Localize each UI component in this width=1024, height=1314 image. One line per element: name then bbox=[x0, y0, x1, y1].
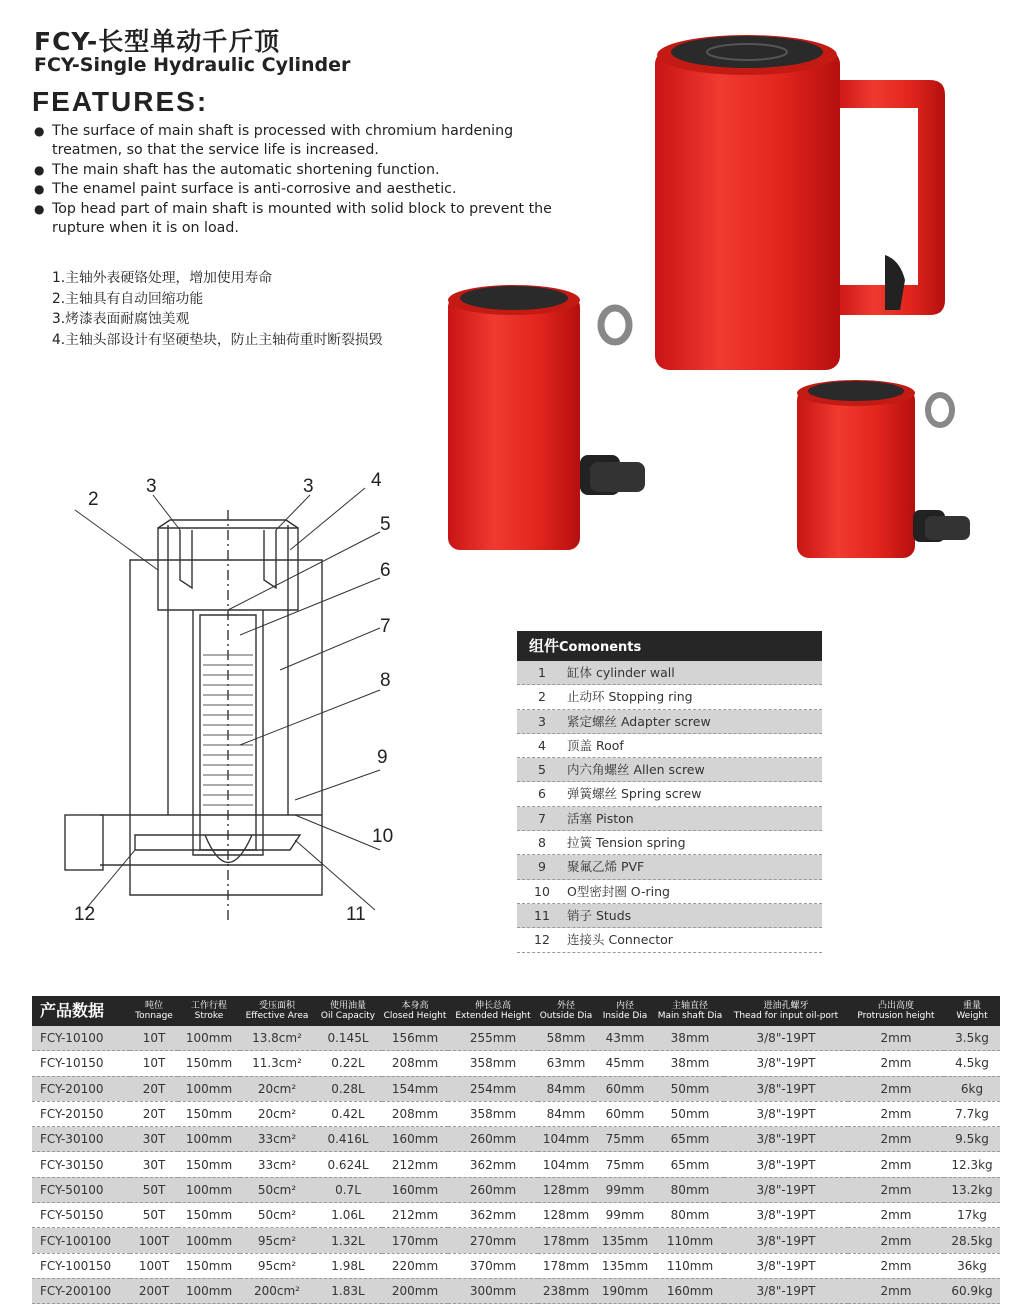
table-cell: 45mm bbox=[594, 1051, 656, 1076]
component-num: 7 bbox=[538, 810, 546, 826]
component-label: 紧定螺丝 Adapter screw bbox=[567, 713, 711, 729]
table-cell: 170mm bbox=[382, 1228, 448, 1253]
table-cell: 156mm bbox=[382, 1026, 448, 1051]
model-cell: FCY-10100 bbox=[32, 1026, 130, 1051]
features-cn-list bbox=[52, 268, 383, 350]
components-heading-cn: 组件 bbox=[529, 637, 560, 655]
table-cell: 104mm bbox=[538, 1152, 594, 1177]
table-cell: 7.7kg bbox=[944, 1101, 1000, 1126]
feature-item: ● The enamel paint surface is anti-corrosive and aesthetic. bbox=[34, 180, 554, 199]
table-cell: 30T bbox=[130, 1152, 178, 1177]
table-cell: 75mm bbox=[594, 1127, 656, 1152]
diagram-label-4: 4 bbox=[371, 470, 382, 491]
table-cell: 238mm bbox=[538, 1278, 594, 1303]
table-row bbox=[32, 1127, 1000, 1152]
product-photos bbox=[430, 10, 1020, 570]
component-label: 连接头 Connector bbox=[567, 932, 673, 948]
table-cell: 100mm bbox=[178, 1127, 240, 1152]
table-cell: 1.83L bbox=[314, 1278, 382, 1303]
table-cell: 50T bbox=[130, 1177, 178, 1202]
table-cell: 84mm bbox=[538, 1076, 594, 1101]
table-cell: 370mm bbox=[448, 1253, 538, 1278]
component-row bbox=[517, 807, 822, 831]
table-cell: 135mm bbox=[594, 1228, 656, 1253]
component-row bbox=[517, 710, 822, 734]
table-cell: 1.06L bbox=[314, 1203, 382, 1228]
component-num: 10 bbox=[534, 883, 550, 899]
table-cell: 50T bbox=[130, 1203, 178, 1228]
component-label: 顶盖 Roof bbox=[567, 737, 624, 753]
table-cell: 254mm bbox=[448, 1076, 538, 1101]
table-cell: 128mm bbox=[538, 1177, 594, 1202]
table-cell: 11.3cm² bbox=[240, 1051, 314, 1076]
title-cn: FCY-长型单动千斤顶 bbox=[34, 27, 281, 56]
table-cell: 128mm bbox=[538, 1203, 594, 1228]
table-cell: 260mm bbox=[448, 1177, 538, 1202]
table-row bbox=[32, 1278, 1000, 1303]
component-num: 4 bbox=[538, 737, 546, 753]
model-cell: FCY-30100 bbox=[32, 1127, 130, 1152]
table-cell: 2mm bbox=[848, 1051, 944, 1076]
feature-cn-item: 3.烤漆表面耐腐蚀美观 bbox=[52, 311, 190, 327]
spec-col-header: 内径 Inside Dia bbox=[602, 1001, 648, 1021]
diagram-label-8: 8 bbox=[380, 670, 391, 691]
table-cell: 200cm² bbox=[240, 1278, 314, 1303]
diagram-label-6: 6 bbox=[380, 560, 391, 581]
spec-col-header: 伸长总高 Extended Height bbox=[455, 1001, 531, 1021]
components-list bbox=[517, 631, 822, 953]
spec-col-header: 工作行程 Stroke bbox=[190, 1001, 227, 1021]
component-num: 3 bbox=[538, 713, 546, 729]
table-cell: 135mm bbox=[594, 1253, 656, 1278]
table-cell: 270mm bbox=[448, 1228, 538, 1253]
table-cell: 3/8"-19PT bbox=[724, 1253, 848, 1278]
table-cell: 0.624L bbox=[314, 1152, 382, 1177]
table-row bbox=[32, 1101, 1000, 1126]
table-cell: 50mm bbox=[656, 1076, 724, 1101]
table-cell: 220mm bbox=[382, 1253, 448, 1278]
table-cell: 3/8"-19PT bbox=[724, 1203, 848, 1228]
table-cell: 20cm² bbox=[240, 1076, 314, 1101]
model-cell: FCY-30150 bbox=[32, 1152, 130, 1177]
component-num: 9 bbox=[538, 859, 546, 875]
table-cell: 33cm² bbox=[240, 1152, 314, 1177]
table-cell: 99mm bbox=[594, 1203, 656, 1228]
table-row bbox=[32, 1228, 1000, 1253]
table-cell: 208mm bbox=[382, 1051, 448, 1076]
diagram-label-2: 2 bbox=[88, 489, 99, 510]
spec-heading: 产品数据 bbox=[40, 1001, 105, 1020]
title-en: FCY-Single Hydraulic Cylinder bbox=[34, 54, 351, 76]
table-cell: 2mm bbox=[848, 1101, 944, 1126]
table-cell: 65mm bbox=[656, 1152, 724, 1177]
table-cell: 60.9kg bbox=[944, 1278, 1000, 1303]
table-row bbox=[32, 1026, 1000, 1051]
medium-cylinder-image bbox=[448, 285, 645, 550]
table-cell: 0.22L bbox=[314, 1051, 382, 1076]
table-cell: 58mm bbox=[538, 1026, 594, 1051]
spec-col-header: 进油孔螺牙 Thead for input oil-port bbox=[733, 1001, 839, 1021]
model-cell: FCY-100150 bbox=[32, 1253, 130, 1278]
table-cell: 212mm bbox=[382, 1152, 448, 1177]
table-cell: 3/8"-19PT bbox=[724, 1076, 848, 1101]
component-row bbox=[517, 758, 822, 782]
diagram-label-12: 12 bbox=[74, 904, 96, 925]
table-cell: 100mm bbox=[178, 1076, 240, 1101]
feature-item: ● Top head part of main shaft is mounted with solid block to prevent the rupture when it is on load. bbox=[34, 200, 554, 239]
table-cell: 100mm bbox=[178, 1278, 240, 1303]
component-row bbox=[517, 904, 822, 928]
table-cell: 100mm bbox=[178, 1177, 240, 1202]
table-cell: 150mm bbox=[178, 1051, 240, 1076]
table-cell: 300mm bbox=[448, 1278, 538, 1303]
table-cell: 50cm² bbox=[240, 1203, 314, 1228]
table-cell: 2mm bbox=[848, 1177, 944, 1202]
table-cell: 36kg bbox=[944, 1253, 1000, 1278]
diagram-label-7: 7 bbox=[380, 616, 391, 637]
table-cell: 2mm bbox=[848, 1228, 944, 1253]
table-cell: 0.42L bbox=[314, 1101, 382, 1126]
table-row bbox=[32, 1203, 1000, 1228]
spec-col-header: 外径 Outside Dia bbox=[539, 1001, 593, 1021]
table-cell: 190mm bbox=[594, 1278, 656, 1303]
feature-cn-item: 1.主轴外表硬铬处理，增加使用寿命 bbox=[52, 270, 273, 286]
table-cell: 100T bbox=[130, 1228, 178, 1253]
component-num: 6 bbox=[538, 786, 546, 802]
component-row bbox=[517, 880, 822, 904]
table-cell: 33cm² bbox=[240, 1127, 314, 1152]
table-cell: 95cm² bbox=[240, 1228, 314, 1253]
table-cell: 10T bbox=[130, 1026, 178, 1051]
table-cell: 0.28L bbox=[314, 1076, 382, 1101]
component-label: 销子 Studs bbox=[567, 907, 632, 923]
table-cell: 20cm² bbox=[240, 1101, 314, 1126]
spec-col-header: 本身高 Closed Height bbox=[383, 1001, 447, 1021]
table-cell: 38mm bbox=[656, 1026, 724, 1051]
table-cell: 80mm bbox=[656, 1177, 724, 1202]
component-label: 内六角螺丝 Allen screw bbox=[567, 762, 705, 778]
table-cell: 99mm bbox=[594, 1177, 656, 1202]
table-cell: 154mm bbox=[382, 1076, 448, 1101]
table-cell: 255mm bbox=[448, 1026, 538, 1051]
component-label: 弹簧螺丝 Spring screw bbox=[567, 786, 702, 802]
table-cell: 9.5kg bbox=[944, 1127, 1000, 1152]
table-cell: 43mm bbox=[594, 1026, 656, 1051]
table-cell: 2mm bbox=[848, 1278, 944, 1303]
table-cell: 75mm bbox=[594, 1152, 656, 1177]
feature-cn-item: 4.主轴头部设计有坚硬垫块，防止主轴荷重时断裂损毁 bbox=[52, 331, 383, 348]
component-num: 12 bbox=[534, 932, 550, 948]
table-cell: 65mm bbox=[656, 1127, 724, 1152]
table-cell: 150mm bbox=[178, 1253, 240, 1278]
table-cell: 30T bbox=[130, 1127, 178, 1152]
spec-header-row bbox=[32, 996, 1000, 1026]
component-label: 缸体 cylinder wall bbox=[567, 665, 675, 680]
diagram-label-10: 10 bbox=[372, 826, 394, 847]
component-label: O型密封圈 O-ring bbox=[567, 883, 670, 899]
large-cylinder-image bbox=[655, 35, 945, 370]
diagram-label-9: 9 bbox=[377, 747, 388, 768]
table-cell: 2mm bbox=[848, 1026, 944, 1051]
table-cell: 60mm bbox=[594, 1076, 656, 1101]
table-cell: 260mm bbox=[448, 1127, 538, 1152]
table-cell: 20T bbox=[130, 1076, 178, 1101]
spec-col-header: 吨位 Tonnage bbox=[135, 1001, 173, 1021]
table-cell: 50cm² bbox=[240, 1177, 314, 1202]
table-cell: 104mm bbox=[538, 1127, 594, 1152]
table-cell: 358mm bbox=[448, 1101, 538, 1126]
table-cell: 60mm bbox=[594, 1101, 656, 1126]
table-cell: 84mm bbox=[538, 1101, 594, 1126]
table-row bbox=[32, 1253, 1000, 1278]
table-cell: 160mm bbox=[382, 1127, 448, 1152]
table-cell: 28.5kg bbox=[944, 1228, 1000, 1253]
table-cell: 2mm bbox=[848, 1076, 944, 1101]
table-cell: 63mm bbox=[538, 1051, 594, 1076]
component-num: 2 bbox=[538, 689, 546, 705]
model-cell: FCY-10150 bbox=[32, 1051, 130, 1076]
component-num: 1 bbox=[538, 665, 546, 680]
table-cell: 0.7L bbox=[314, 1177, 382, 1202]
table-cell: 2mm bbox=[848, 1253, 944, 1278]
table-cell: 1.32L bbox=[314, 1228, 382, 1253]
table-cell: 0.145L bbox=[314, 1026, 382, 1051]
table-cell: 3/8"-19PT bbox=[724, 1051, 848, 1076]
table-cell: 2mm bbox=[848, 1127, 944, 1152]
table-cell: 200mm bbox=[382, 1278, 448, 1303]
features-heading: FEATURES: bbox=[32, 86, 209, 117]
components-heading bbox=[517, 631, 822, 661]
model-cell: FCY-200100 bbox=[32, 1278, 130, 1303]
table-cell: 1.98L bbox=[314, 1253, 382, 1278]
table-cell: 160mm bbox=[382, 1177, 448, 1202]
table-row bbox=[32, 1051, 1000, 1076]
spec-col-header: 使用油量 Oil Capacity bbox=[320, 1001, 376, 1021]
model-cell: FCY-50150 bbox=[32, 1203, 130, 1228]
table-cell: 17kg bbox=[944, 1203, 1000, 1228]
table-cell: 2mm bbox=[848, 1203, 944, 1228]
table-cell: 6kg bbox=[944, 1076, 1000, 1101]
table-cell: 3/8"-19PT bbox=[724, 1278, 848, 1303]
table-cell: 80mm bbox=[656, 1203, 724, 1228]
model-cell: FCY-20150 bbox=[32, 1101, 130, 1126]
table-cell: 50mm bbox=[656, 1101, 724, 1126]
component-label: 聚氟乙烯 PVF bbox=[567, 859, 645, 875]
table-cell: 362mm bbox=[448, 1152, 538, 1177]
component-row bbox=[517, 734, 822, 758]
table-cell: 38mm bbox=[656, 1051, 724, 1076]
component-num: 8 bbox=[538, 835, 546, 851]
table-cell: 12.3kg bbox=[944, 1152, 1000, 1177]
feature-item: ● The surface of main shaft is processed with chromium hardening treatmen, so that the service life is increased. bbox=[34, 122, 554, 161]
diagram-label-3a: 3 bbox=[146, 476, 157, 497]
table-cell: 362mm bbox=[448, 1203, 538, 1228]
table-cell: 2mm bbox=[848, 1152, 944, 1177]
table-cell: 100mm bbox=[178, 1228, 240, 1253]
component-row bbox=[517, 661, 822, 685]
table-cell: 3/8"-19PT bbox=[724, 1228, 848, 1253]
model-cell: FCY-100100 bbox=[32, 1228, 130, 1253]
table-cell: 3.5kg bbox=[944, 1026, 1000, 1051]
table-cell: 178mm bbox=[538, 1228, 594, 1253]
table-cell: 178mm bbox=[538, 1253, 594, 1278]
table-cell: 3/8"-19PT bbox=[724, 1152, 848, 1177]
small-cylinder-image bbox=[797, 380, 970, 558]
table-row bbox=[32, 1152, 1000, 1177]
component-row bbox=[517, 928, 822, 952]
spec-col-header: 主轴直径 Main shaft Dia bbox=[657, 1001, 723, 1021]
table-cell: 100mm bbox=[178, 1026, 240, 1051]
component-label: 活塞 Piston bbox=[567, 810, 634, 826]
model-cell: FCY-20100 bbox=[32, 1076, 130, 1101]
diagram-label-5: 5 bbox=[380, 514, 391, 535]
table-cell: 208mm bbox=[382, 1101, 448, 1126]
table-cell: 95cm² bbox=[240, 1253, 314, 1278]
table-cell: 358mm bbox=[448, 1051, 538, 1076]
table-cell: 3/8"-19PT bbox=[724, 1127, 848, 1152]
spec-col-header: 重量 Weight bbox=[956, 1001, 988, 1021]
table-cell: 100T bbox=[130, 1253, 178, 1278]
table-cell: 212mm bbox=[382, 1203, 448, 1228]
table-cell: 13.8cm² bbox=[240, 1026, 314, 1051]
table-cell: 150mm bbox=[178, 1152, 240, 1177]
table-cell: 3/8"-19PT bbox=[724, 1026, 848, 1051]
spec-col-header: 受压面积 Effective Area bbox=[245, 1001, 309, 1021]
table-cell: 150mm bbox=[178, 1101, 240, 1126]
table-cell: 110mm bbox=[656, 1253, 724, 1278]
model-cell: FCY-50100 bbox=[32, 1177, 130, 1202]
feature-cn-item: 2.主轴具有自动回缩功能 bbox=[52, 290, 204, 307]
table-cell: 110mm bbox=[656, 1228, 724, 1253]
spec-table bbox=[32, 996, 1000, 1304]
table-cell: 150mm bbox=[178, 1203, 240, 1228]
component-label: 拉簧 Tension spring bbox=[567, 835, 686, 851]
component-num: 5 bbox=[538, 762, 546, 778]
table-row bbox=[32, 1177, 1000, 1202]
component-num: 11 bbox=[534, 907, 550, 923]
table-cell: 3/8"-19PT bbox=[724, 1101, 848, 1126]
table-cell: 0.416L bbox=[314, 1127, 382, 1152]
table-cell: 160mm bbox=[656, 1278, 724, 1303]
cross-section-diagram bbox=[40, 470, 420, 930]
component-label: 止动环 Stopping ring bbox=[567, 689, 693, 705]
component-row bbox=[517, 855, 822, 879]
components-heading-en: Comonents bbox=[559, 640, 642, 655]
table-cell: 10T bbox=[130, 1051, 178, 1076]
component-row bbox=[517, 685, 822, 709]
table-cell: 200T bbox=[130, 1278, 178, 1303]
diagram-label-3b: 3 bbox=[303, 476, 314, 497]
component-row bbox=[517, 782, 822, 806]
table-cell: 13.2kg bbox=[944, 1177, 1000, 1202]
table-cell: 20T bbox=[130, 1101, 178, 1126]
table-cell: 4.5kg bbox=[944, 1051, 1000, 1076]
component-row bbox=[517, 831, 822, 855]
feature-item: ● The main shaft has the automatic shortening function. bbox=[34, 161, 554, 180]
spec-col-header: 凸出高度 Protrusion height bbox=[857, 1001, 935, 1021]
table-row bbox=[32, 1076, 1000, 1101]
diagram-label-11: 11 bbox=[346, 904, 366, 925]
table-cell: 3/8"-19PT bbox=[724, 1177, 848, 1202]
